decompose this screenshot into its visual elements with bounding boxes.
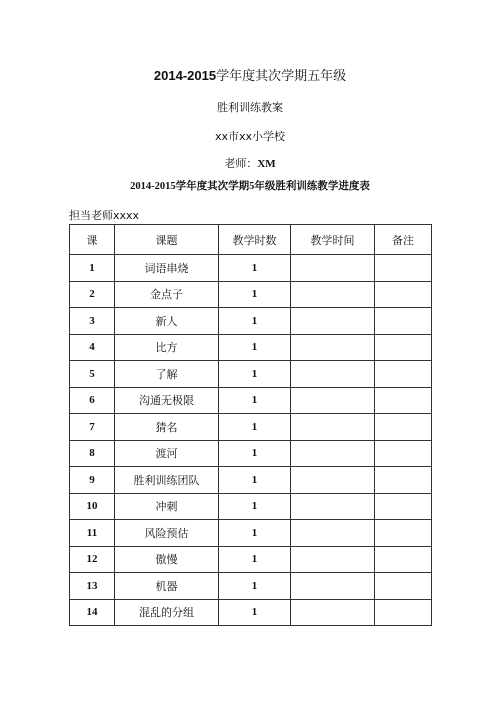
- title-year: 2014-2015: [153, 68, 217, 83]
- lesson-number: 14: [70, 599, 115, 626]
- lesson-time: [291, 281, 375, 308]
- lesson-number: 10: [70, 493, 115, 520]
- table-row: [70, 387, 432, 414]
- table-row: [70, 334, 432, 361]
- lesson-number: 9: [70, 467, 115, 494]
- document-subtitle: 胜利训练教案: [217, 101, 283, 114]
- lesson-hours: 1: [219, 546, 291, 573]
- lesson-hours: 1: [219, 440, 291, 467]
- table-row: [70, 361, 432, 388]
- table-title-text: 学年度其次学期: [175, 180, 250, 192]
- lesson-number: 1: [70, 255, 115, 282]
- lesson-time: [291, 467, 375, 494]
- school-name: xx市xx小学校: [214, 130, 286, 143]
- assigned-teacher: 担当老师xxxx: [69, 209, 140, 222]
- lesson-number: 6: [70, 387, 115, 414]
- lesson-time: [291, 599, 375, 626]
- lesson-hours: 1: [219, 520, 291, 547]
- lesson-hours: 1: [219, 361, 291, 388]
- lesson-hours: 1: [219, 255, 291, 282]
- table-row: [70, 546, 432, 573]
- lesson-hours: 1: [219, 599, 291, 626]
- lesson-number: 11: [70, 520, 115, 547]
- lesson-topic: 渡河: [115, 440, 219, 467]
- lesson-topic: 猜名: [115, 414, 219, 441]
- lesson-time: [291, 414, 375, 441]
- lesson-note: [375, 573, 432, 600]
- lesson-time: [291, 308, 375, 335]
- lesson-hours: 1: [219, 334, 291, 361]
- title-text: 学年度其次学期五年级: [216, 69, 347, 84]
- table-row: [70, 573, 432, 600]
- teacher-label: 老师：: [224, 157, 258, 170]
- table-header-row: [70, 225, 432, 255]
- lesson-topic: 傲慢: [115, 546, 219, 573]
- lesson-note: [375, 281, 432, 308]
- lesson-number: 13: [70, 573, 115, 600]
- lesson-hours: 1: [219, 573, 291, 600]
- lesson-note: [375, 414, 432, 441]
- lesson-topic: 沟通无极限: [115, 387, 219, 414]
- lesson-time: [291, 573, 375, 600]
- lesson-hours: 1: [219, 414, 291, 441]
- table-title-rest: 年级胜利训练教学进度表: [254, 180, 370, 192]
- lesson-note: [375, 308, 432, 335]
- table-row: [70, 520, 432, 547]
- lesson-hours: 1: [219, 308, 291, 335]
- lesson-note: [375, 387, 432, 414]
- table-title: [0, 178, 500, 193]
- lesson-topic: 冲刺: [115, 493, 219, 520]
- lesson-note: [375, 467, 432, 494]
- lesson-number: 4: [70, 334, 115, 361]
- lesson-hours: 1: [219, 467, 291, 494]
- lesson-topic: 混乱的分组: [115, 599, 219, 626]
- lesson-note: [375, 334, 432, 361]
- table-row: [70, 467, 432, 494]
- table-row: [70, 599, 432, 626]
- lesson-number: 3: [70, 308, 115, 335]
- lesson-hours: 1: [219, 493, 291, 520]
- lesson-number: 2: [70, 281, 115, 308]
- table-row: [70, 440, 432, 467]
- lesson-note: [375, 361, 432, 388]
- lesson-time: [291, 334, 375, 361]
- lesson-time: [291, 520, 375, 547]
- lesson-topic: 新人: [115, 308, 219, 335]
- lesson-time: [291, 361, 375, 388]
- table-row: [70, 308, 432, 335]
- table-row: [70, 255, 432, 282]
- lesson-time: [291, 493, 375, 520]
- lesson-number: 5: [70, 361, 115, 388]
- lesson-time: [291, 387, 375, 414]
- lesson-time: [291, 440, 375, 467]
- lesson-note: [375, 546, 432, 573]
- lesson-note: [375, 599, 432, 626]
- table-row: [70, 493, 432, 520]
- table-body: [70, 255, 432, 626]
- lesson-note: [375, 520, 432, 547]
- header-topic: 课题: [115, 225, 219, 255]
- lesson-note: [375, 440, 432, 467]
- lesson-note: [375, 255, 432, 282]
- lesson-time: [291, 546, 375, 573]
- teacher-line: [0, 155, 500, 171]
- lesson-topic: 词语串烧: [115, 255, 219, 282]
- header-note: 备注: [375, 225, 432, 255]
- table-title-grade-num: 5: [249, 181, 255, 192]
- header-time: 教学时间: [291, 225, 375, 255]
- lesson-hours: 1: [219, 387, 291, 414]
- lesson-number: 8: [70, 440, 115, 467]
- lesson-note: [375, 493, 432, 520]
- document-title: [0, 65, 500, 84]
- table-row: [70, 281, 432, 308]
- teacher-name: XM: [257, 158, 276, 170]
- lesson-number: 7: [70, 414, 115, 441]
- table-row: [70, 414, 432, 441]
- lesson-topic: 风险预估: [115, 520, 219, 547]
- table-title-year: 2014-2015: [130, 181, 176, 192]
- lesson-time: [291, 255, 375, 282]
- header-lesson: 课: [70, 225, 115, 255]
- lesson-number: 12: [70, 546, 115, 573]
- lesson-hours: 1: [219, 281, 291, 308]
- schedule-table: [69, 224, 432, 626]
- lesson-topic: 胜利训练团队: [115, 467, 219, 494]
- lesson-topic: 金点子: [115, 281, 219, 308]
- lesson-topic: 比方: [115, 334, 219, 361]
- lesson-topic: 了解: [115, 361, 219, 388]
- lesson-topic: 机器: [115, 573, 219, 600]
- header-hours: 教学时数: [219, 225, 291, 255]
